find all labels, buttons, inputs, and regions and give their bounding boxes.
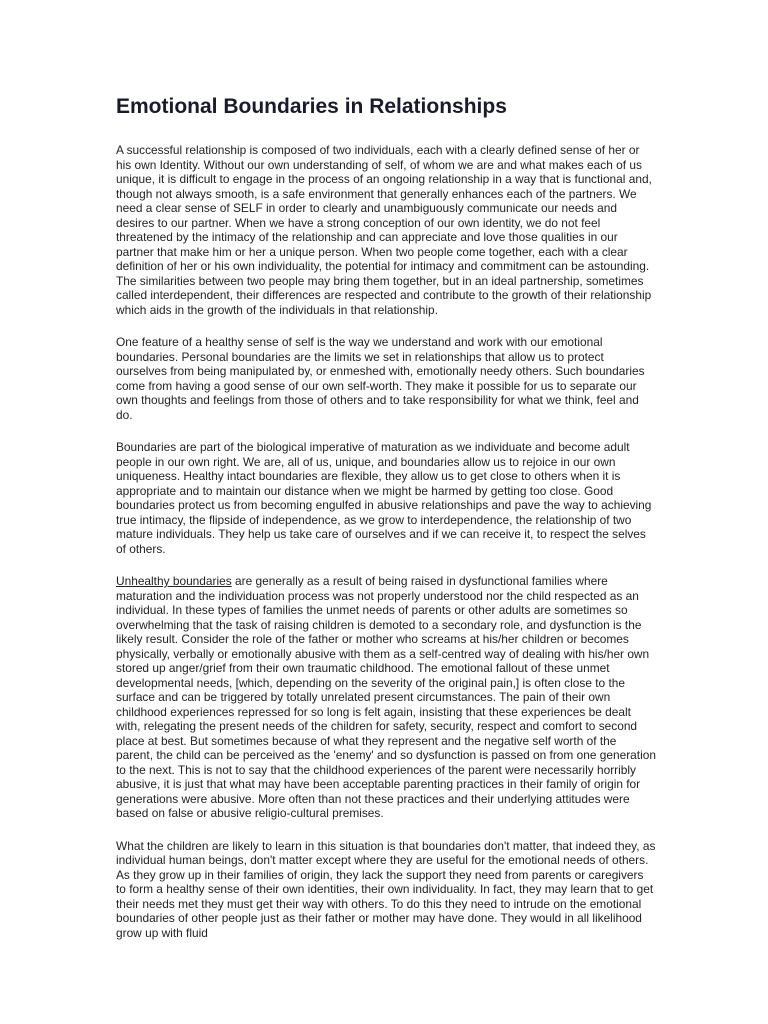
paragraph-children-learn: What the children are likely to learn in this situation is that boundaries don't matter, that indeed they, as individual human beings, don't matter except where they are useful for the emotional needs of others. As they grow up in their families of origin, they lack the support they need from parents or caregivers to form a healthy sense of their own identities, their own individuality. In fact, they may learn that to get their needs met they must get their way with others. To do this they need to intrude on the emotional boundaries of other people just as their father or mother may have done. They would in all likelihood grow up with fluid	[116, 838, 656, 940]
unhealthy-boundaries-link[interactable]: Unhealthy boundaries	[116, 574, 232, 588]
paragraph-identity: A successful relationship is composed of two individuals, each with a clearly defined sense of her or his own Identity. Without our own understanding of self, of whom we are and what makes each of us unique, it is difficult to engage in the process of an ongoing relationship in a way that is functional and, though not always smooth, is a safe environment that generally enhances each of the partners. We need a clear sense of SELF in order to clearly and unambiguously communicate our needs and desires to our partner. When we have a strong conception of our own identity, we do not feel threatened by the intimacy of the relationship and can appreciate and love those qualities in our partner that make him or her a unique person. When two people come together, each with a clear definition of her or his own individuality, the potential for intimacy and commitment can be astounding. The similarities between two people may bring them together, but in an ideal partnership, sometimes called interdependent, their differences are respected and contribute to the growth of their relationship which aids in the growth of the individuals in that relationship.	[116, 143, 652, 317]
document-page	[116, 92, 656, 958]
document-title: Emotional Boundaries in Relationships	[116, 95, 507, 118]
paragraph-unhealthy-boundaries	[116, 574, 656, 821]
paragraph-maturation: Boundaries are part of the biological imperative of maturation as we individuate and become adult people in our own right. We are, all of us, unique, and boundaries allow us to rejoice in our own uniqueness. Healthy intact boundaries are flexible, they allow us to get close to others when it is appropriate and to maintain our distance when we might be harmed by getting too close. Good boundaries protect us from becoming engulfed in abusive relationships and pave the way to achieving true intimacy, the flipside of independence, as we grow to interdependence, the relationship of two mature individuals. They help us take care of ourselves and if we can receive it, to respect the selves of others.	[116, 440, 652, 556]
paragraph-unhealthy-boundaries-body: are generally as a result of being raised in dysfunctional families where maturation and the individuation process was not properly understood nor the child respected as an individual. In these types of families the unmet needs of parents or other adults are sometimes so overwhelming that the task of raising children is demoted to a secondary role, and dysfunction is the likely result. Consider the role of the father or mother who screams at his/her children or becomes physically, verbally or emotionally abusive with them as a self-centred way of dealing with his/her own stored up anger/grief from their own traumatic childhood. The emotional fallout of these unmet developmental needs, [which, depending on the severity of the original pain,] is often close to the surface and can be triggered by totally unrelated present circumstances. The pain of their own childhood experiences repressed for so long is felt again, insisting that these experiences be dealt with, relegating the present needs of the children for safety, security, respect and comfort to second place at best. But sometimes because of what they represent and the negative self worth of the parent, the child can be perceived as the 'enemy' and so dysfunction is passed on from one generation to the next. This is not to say that the childhood experiences of the parent were necessarily horribly abusive, it is just that what may have been acceptable parenting practices in their family of origin for generations were abusive. More often than not these practices and their underlying attitudes were based on false or abusive religio-cultural premises.	[116, 574, 656, 820]
paragraph-emotional-boundaries: One feature of a healthy sense of self is the way we understand and work with our emotional boundaries. Personal boundaries are the limits we set in relationships that allow us to protect ourselves from being manipulated by, or enmeshed with, emotionally needy others. Such boundaries come from having a good sense of our own self-worth. They make it possible for us to separate our own thoughts and feelings from those of others and to take responsibility for what we think, feel and do.	[116, 335, 645, 422]
